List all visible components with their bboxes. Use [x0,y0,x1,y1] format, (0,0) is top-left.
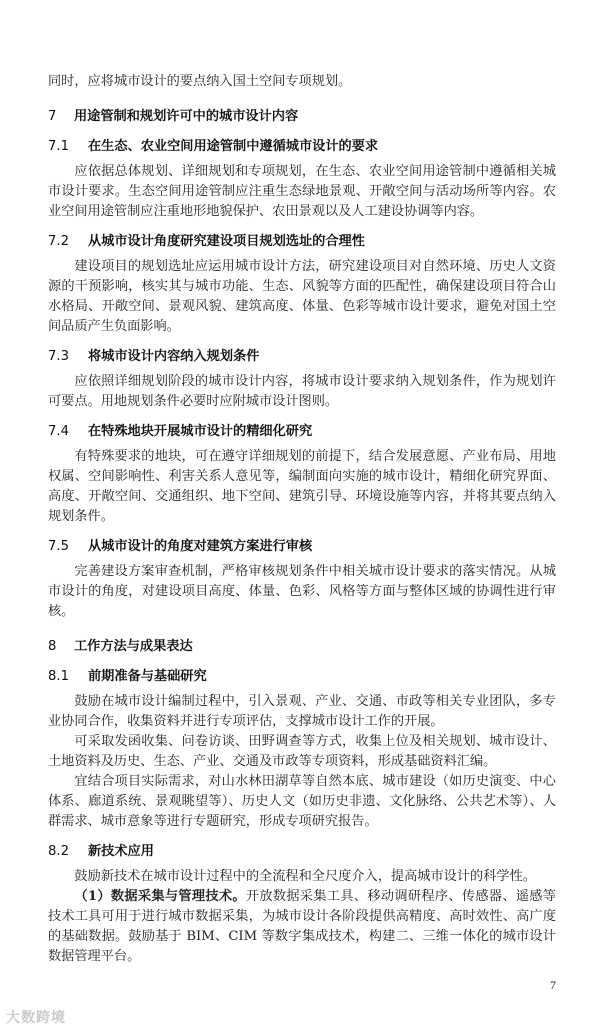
section-title: 将城市设计内容纳入规划条件 [88,349,260,364]
section-8-2-heading [48,842,556,862]
page-number: 7 [550,978,556,992]
item-text: 开放数据采集工具、移动调研程序、传感器、遥感等技术工具可用于进行城市数据采集，为城市设计各阶段提供高精度、高时效性、高广度的基础数据。鼓励基于 BIM、CIM 等数字集成技术，构建二、三维一体化的城市设计数据管理平台。 [48,889,556,964]
section-7-heading [48,107,556,127]
section-number: 7 [48,109,57,124]
section-7-1-heading [48,137,556,157]
section-8-1-paragraph-3: 宜结合项目实际需求，对山水林田湖草等自然本底、城市建设（如历史演变、中心体系、廊道系统、景观眺望等）、历史人文（如历史非遗、文化脉络、公共艺术等）、人群需求、城市意象等进行专题研究，形成专项研究报告。 [48,774,556,829]
section-number: 7.3 [48,349,69,364]
section-7-4-heading [48,422,556,442]
section-number: 7.4 [48,424,69,439]
section-8-heading [48,637,556,657]
section-title: 工作方法与成果表达 [74,639,193,654]
section-7-3-paragraph: 应依照详细规划阶段的城市设计内容，将城市设计要求纳入规划条件，作为规划许可要点。用地规划条件必要时应附城市设计图则。 [48,374,556,409]
section-number: 8.2 [48,844,69,859]
section-title: 用途管制和规划许可中的城市设计内容 [74,109,299,124]
section-number: 8 [48,639,57,654]
section-7-2-paragraph: 建设项目的规划选址应运用城市设计方法，研究建设项目对自然环境、历史人文资源的干预影响，核实其与城市功能、生态、风貌等方面的匹配性，确保建设项目符合山水格局、开敞空间、景观风貌、建筑高度、体量、色彩等城市设计要求，避免对国土空间品质产生负面影响。 [48,259,556,334]
section-7-3-heading [48,347,556,367]
section-8-2-paragraph-1: 鼓励新技术在城市设计过程中的全流程和全尺度介入，提高城市设计的科学性。 [74,869,536,884]
section-8-1-paragraph-2: 可采取发函收集、问卷访谈、田野调查等方式，收集上位及相关规划、城市设计、土地资料及历史、生态、产业、交通及市政等专项资料，形成基础资料汇编。 [48,734,556,769]
section-7-5-paragraph: 完善建设方案审查机制，严格审核规划条件中相关城市设计要求的落实情况。从城市设计的角度，对建设项目高度、体量、色彩、风格等方面与整体区域的协调性进行审核。 [48,564,556,619]
section-title: 在特殊地块开展城市设计的精细化研究 [88,424,313,439]
section-7-5-heading [48,537,556,557]
section-7-4-paragraph: 有特殊要求的地块，可在遵守详细规划的前提下，结合发展意愿、产业布局、用地权属、空间影响性、利害关系人意见等，编制面向实施的城市设计，精细化研究界面、高度、开敞空间、交通组织、地下空间、建筑引导、环境设施等内容，并将其要点纳入规划条件。 [48,449,556,524]
section-title: 从城市设计角度研究建设项目规划选址的合理性 [88,234,365,249]
section-number: 7.5 [48,539,69,554]
section-8-1-heading [48,667,556,687]
section-7-1-paragraph: 应依据总体规划、详细规划和专项规划，在生态、农业空间用途管制中遵循相关城市设计要求。生态空间用途管制应注重生态绿地景观、开敞空间与活动场所等内容。农业空间用途管制应注重地形地貌保护、农田景观以及人工建设协调等内容。 [48,164,556,219]
item-label: （1）数据采集与管理技术。 [74,889,246,904]
section-8-1-paragraph-1: 鼓励在城市设计编制过程中，引入景观、产业、交通、市政等相关专业团队，多专业协同合作，收集资料并进行专项评估，支撑城市设计工作的开展。 [48,694,556,729]
section-title: 在生态、农业空间用途管制中遵循城市设计的要求 [88,139,379,154]
section-8-2-paragraph-2 [48,887,556,967]
section-title: 前期准备与基础研究 [88,669,207,684]
section-number: 7.2 [48,234,69,249]
section-title: 新技术应用 [88,844,154,859]
watermark: 大数跨境 [6,1010,66,1026]
section-title: 从城市设计的角度对建筑方案进行审核 [88,539,313,554]
intro-paragraph: 同时，应将城市设计的要点纳入国土空间专项规划。 [48,74,352,89]
section-number: 7.1 [48,139,69,154]
section-7-2-heading [48,232,556,252]
section-number: 8.1 [48,669,69,684]
